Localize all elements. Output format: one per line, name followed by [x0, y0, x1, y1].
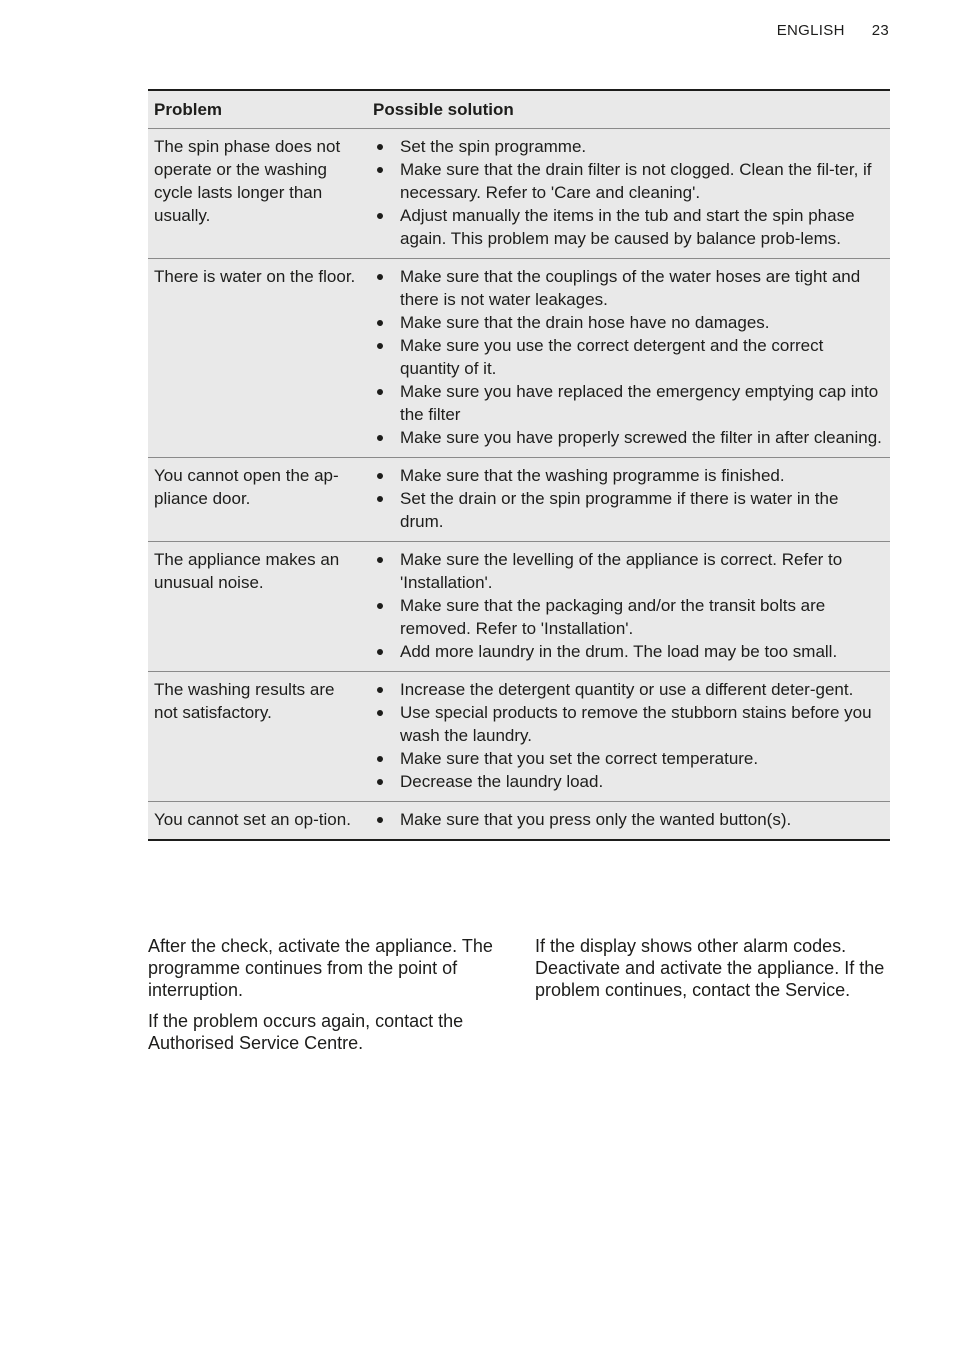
problem-cell: The spin phase does not operate or the washing cycle lasts longer than usually. — [154, 137, 341, 225]
table-header-row — [148, 91, 890, 128]
solution-cell — [368, 259, 890, 457]
problem-cell: The washing results are not satisfactory. — [154, 680, 335, 722]
problem-cell: There is water on the floor. — [154, 267, 356, 286]
solution-item: Make sure the levelling of the appliance is correct. Refer to 'Installation'. — [373, 548, 884, 594]
solution-item: Increase the detergent quantity or use a different deter-gent. — [373, 678, 884, 701]
solution-list — [373, 548, 884, 663]
table-row — [148, 457, 890, 541]
problem-cell: You cannot set an op-tion. — [154, 810, 351, 829]
table-row — [148, 801, 890, 839]
table-row — [148, 541, 890, 671]
solution-item: Make sure that the couplings of the water hoses are tight and there is not water leakages. — [373, 265, 884, 311]
solution-item: Set the drain or the spin programme if there is water in the drum. — [373, 487, 884, 533]
solution-list — [373, 808, 884, 831]
solution-item: Decrease the laundry load. — [373, 770, 884, 793]
table-row — [148, 671, 890, 801]
solution-item: Make sure that you set the correct temperature. — [373, 747, 884, 770]
solution-item: Use special products to remove the stubborn stains before you wash the laundry. — [373, 701, 884, 747]
language-label: ENGLISH — [776, 22, 845, 39]
solution-cell — [368, 672, 890, 801]
column-header-problem: Problem — [154, 100, 223, 119]
solution-item: Add more laundry in the drum. The load may be too small. — [373, 640, 884, 663]
solution-item: Make sure that you press only the wanted button(s). — [373, 808, 884, 831]
after-check-paragraph: If the problem occurs again, contact the Authorised Service Centre. — [148, 1011, 464, 1053]
after-check-right-column — [535, 935, 887, 1010]
solution-item: Make sure that the drain hose have no damages. — [373, 311, 884, 334]
after-check-left-column — [148, 935, 500, 1063]
solution-item: Make sure you have properly screwed the filter in after cleaning. — [373, 426, 884, 449]
solution-item: Make sure you use the correct detergent and the correct quantity of it. — [373, 334, 884, 380]
troubleshooting-table — [148, 89, 890, 841]
after-check-paragraph: After the check, activate the appliance. The programme continues from the point of interruption. — [148, 936, 493, 1000]
table-body — [148, 128, 890, 839]
solution-list — [373, 265, 884, 449]
solution-cell — [368, 458, 890, 541]
solution-item: Make sure you have replaced the emergency emptying cap into the filter — [373, 380, 884, 426]
problem-cell: The appliance makes an unusual noise. — [154, 550, 340, 592]
after-check-paragraph: If the display shows other alarm codes. Deactivate and activate the appliance. If the problem continues, contact the Service. — [535, 936, 885, 1000]
page-number: 23 — [871, 22, 889, 39]
solution-list — [373, 678, 884, 793]
page-header — [777, 22, 889, 39]
solution-cell — [368, 802, 890, 839]
solution-list — [373, 135, 884, 250]
solution-cell — [368, 542, 890, 671]
table-row — [148, 128, 890, 258]
column-header-solution: Possible solution — [373, 100, 514, 119]
solution-list — [373, 464, 884, 533]
solution-item: Make sure that the drain filter is not clogged. Clean the fil-ter, if necessary. Refer to 'Care and cleaning'. — [373, 158, 884, 204]
solution-cell — [368, 129, 890, 258]
solution-item: Adjust manually the items in the tub and start the spin phase again. This problem may be caused by balance prob-lems. — [373, 204, 884, 250]
problem-cell: You cannot open the ap-pliance door. — [154, 466, 339, 508]
table-row — [148, 258, 890, 457]
solution-item: Make sure that the packaging and/or the transit bolts are removed. Refer to 'Installation'. — [373, 594, 884, 640]
solution-item: Set the spin programme. — [373, 135, 884, 158]
solution-item: Make sure that the washing programme is finished. — [373, 464, 884, 487]
